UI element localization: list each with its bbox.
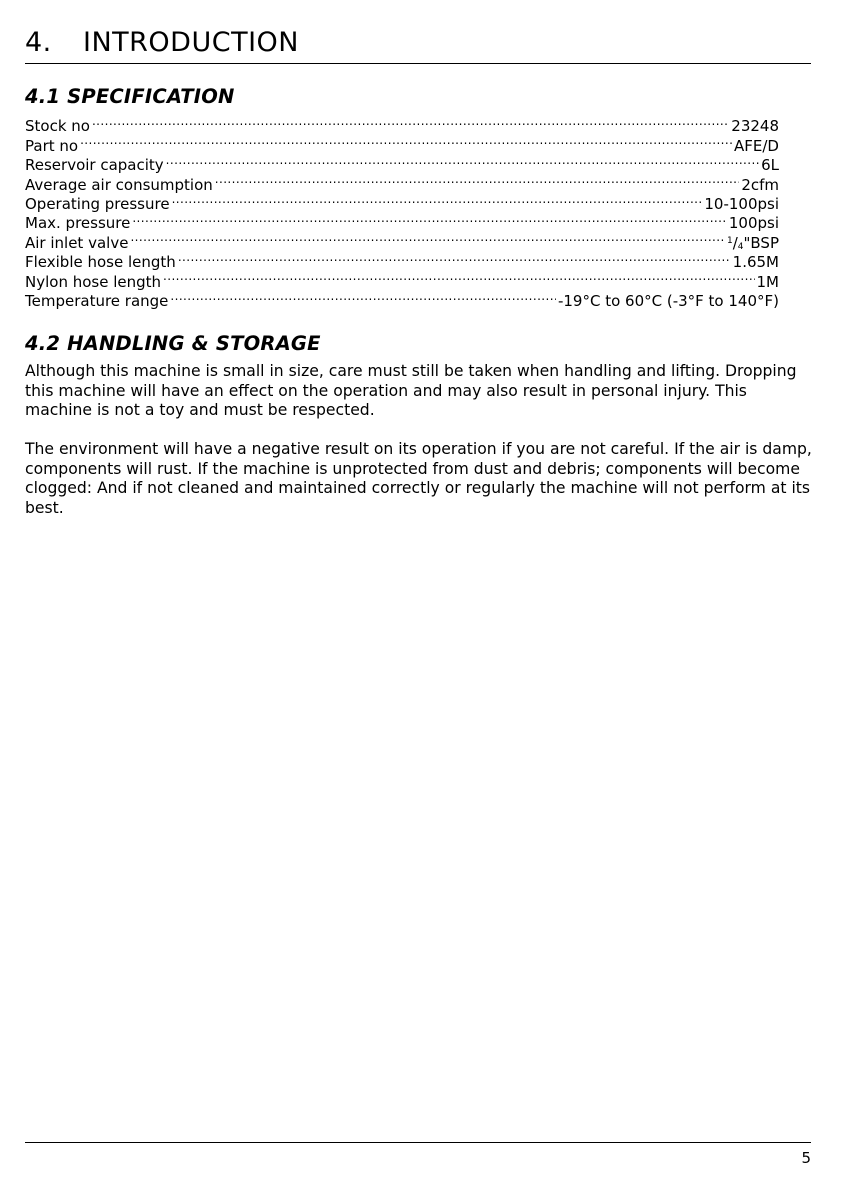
spec-value: 1.65M: [732, 253, 779, 272]
spec-value-unit: "BSP: [743, 233, 779, 252]
spec-value: -19°C to 60°C (-3°F to 140°F): [557, 291, 779, 310]
spec-value: 2cfm: [741, 175, 779, 194]
environment-paragraph: The environment will have a negative result on its operation if you are not careful. If the air is damp, components will rust. If the machine is unprotected from dust and debris; components will become clogged: And if not cleaned and maintained correctly or regularly the machine will not perform at its best.: [25, 440, 812, 517]
specification-heading: 4.1 SPECIFICATION: [25, 85, 235, 108]
spec-label: Max. pressure: [25, 214, 131, 233]
fraction-numerator: 1: [726, 235, 733, 246]
spec-label: Stock no: [25, 117, 90, 136]
leader-dots: [172, 190, 703, 209]
chapter-number: 4.: [25, 27, 52, 58]
spec-row-air-inlet-valve: [25, 228, 779, 252]
leader-dots: [92, 112, 729, 131]
spec-label: Operating pressure: [25, 194, 170, 213]
spec-value: 23248: [731, 117, 779, 136]
spec-value: 1M: [756, 272, 779, 291]
chapter-title: [25, 26, 299, 60]
spec-label: Nylon hose length: [25, 272, 162, 291]
spec-row-max-pressure: [25, 209, 779, 233]
fraction-denominator: 4: [737, 241, 744, 252]
leader-dots: [178, 248, 731, 267]
leader-dots: [170, 287, 556, 306]
spec-value-fraction: $^1/_4"BSP$: [726, 233, 779, 252]
handling-paragraph: Although this machine is small in size, care must still be taken when handling and lifting. Dropping this machine will have an effect on the operation and may also result in personal injury. This machine is not a toy and must be respected.: [25, 362, 797, 420]
leader-dots: [166, 151, 759, 170]
spec-value: 10-100psi: [704, 194, 779, 213]
leader-dots: [80, 131, 732, 150]
spec-row-reservoir-capacity: [25, 151, 779, 175]
spec-label: Air inlet valve: [25, 233, 129, 252]
spec-row-flexible-hose-length: [25, 248, 779, 272]
spec-value: 6L: [761, 156, 779, 175]
spec-label: Average air consumption: [25, 175, 213, 194]
spec-label: Part no: [25, 136, 79, 155]
spec-label: Temperature range: [25, 291, 169, 310]
footer-rule: [25, 1142, 811, 1143]
spec-label: Reservoir capacity: [25, 156, 164, 175]
specification-table: [25, 112, 779, 310]
spec-row-part-no: [25, 131, 779, 155]
leader-dots: [163, 267, 754, 286]
page-number: 5: [801, 1149, 811, 1167]
leader-dots: [130, 228, 725, 247]
leader-dots: [215, 170, 740, 189]
handling-storage-heading: 4.2 HANDLING & STORAGE: [25, 332, 321, 355]
header-rule: [25, 63, 811, 64]
spec-value: AFE/D: [734, 136, 779, 155]
leader-dots: [132, 209, 727, 228]
spec-label: Flexible hose length: [25, 253, 176, 272]
spec-row-stock-no: [25, 112, 779, 136]
spec-value: 100psi: [728, 214, 779, 233]
chapter-title-text: INTRODUCTION: [83, 27, 299, 58]
